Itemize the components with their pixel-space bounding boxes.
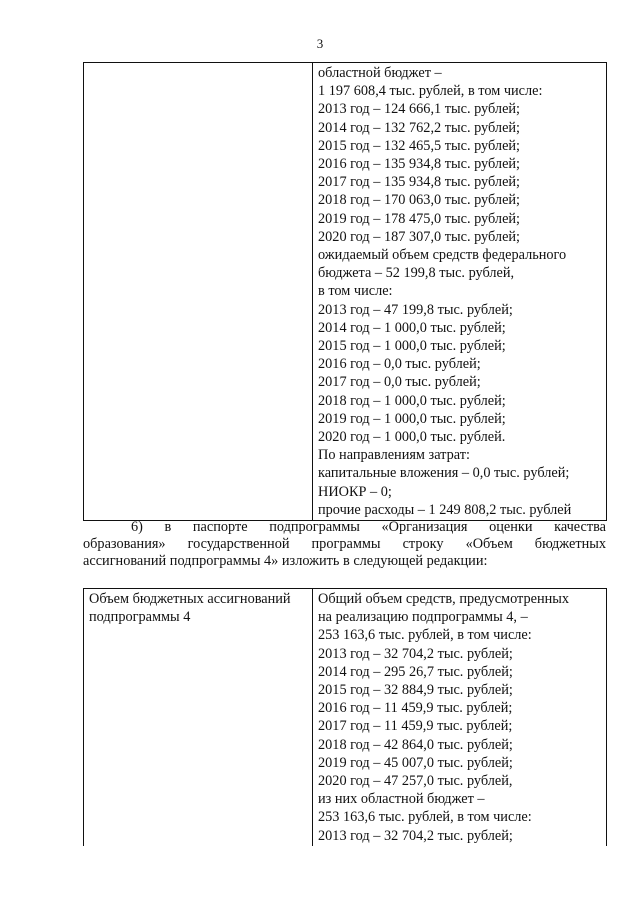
text-line: в том числе: <box>318 283 393 300</box>
text-line: 2016 год – 0,0 тыс. рублей; <box>318 356 481 373</box>
text-line: Объем бюджетных ассигнований <box>89 591 291 607</box>
text-line: 2017 год – 0,0 тыс. рублей; <box>318 374 481 391</box>
text-line: 2017 год – 135 934,8 тыс. рублей; <box>318 174 521 191</box>
text-line: бюджета – 52 199,8 тыс. рублей, <box>318 265 515 282</box>
text-line: 2013 год – 32 704,2 тыс. рублей; <box>318 827 513 844</box>
text-line: Общий объем средств, предусмотренных <box>318 591 570 607</box>
text-line: НИОКР – 0; <box>318 483 392 500</box>
text-line: По направлениям затрат: <box>318 447 470 464</box>
text-line: 2020 год – 47 257,0 тыс. рублей, <box>318 773 513 790</box>
paragraph-line: ассигнований подпрограммы 4» изложить в следующей редакции: <box>83 553 488 569</box>
page-number: 3 <box>316 36 324 51</box>
text-line: из них областной бюджет – <box>318 791 485 808</box>
budget-table-continued <box>83 62 607 521</box>
text-line: 2019 год – 1 000,0 тыс. рублей; <box>318 410 506 427</box>
text-line: 2014 год – 295 26,7 тыс. рублей; <box>318 663 513 680</box>
table-row <box>84 63 607 521</box>
table-cell-value <box>313 589 607 846</box>
text-line: 2015 год – 32 884,9 тыс. рублей; <box>318 682 513 699</box>
text-line: 2013 год – 47 199,8 тыс. рублей; <box>318 301 513 318</box>
table-cell-label <box>84 589 313 846</box>
text-line: 253 163,6 тыс. рублей, в том числе: <box>318 627 532 644</box>
text-line: 2016 год – 11 459,9 тыс. рублей; <box>318 700 513 717</box>
text-line: 2020 год – 1 000,0 тыс. рублей. <box>318 429 506 446</box>
text-line: 2016 год – 135 934,8 тыс. рублей; <box>318 156 521 173</box>
text-line: 2018 год – 170 063,0 тыс. рублей; <box>318 192 521 209</box>
text-line: ожидаемый объем средств федерального <box>318 247 567 264</box>
text-line: подпрограммы 4 <box>89 609 191 626</box>
text-line: 2015 год – 1 000,0 тыс. рублей; <box>318 338 506 355</box>
text-line: 2015 год – 132 465,5 тыс. рублей; <box>318 137 521 154</box>
text-line: 2014 год – 1 000,0 тыс. рублей; <box>318 319 506 336</box>
text-line: 2017 год – 11 459,9 тыс. рублей; <box>318 718 513 735</box>
text-line: 2019 год – 178 475,0 тыс. рублей; <box>318 210 521 227</box>
text-line: 253 163,6 тыс. рублей, в том числе: <box>318 809 532 826</box>
paragraph-line: 6) в паспорте подпрограммы «Организация оценки качества <box>131 519 606 535</box>
budget-table-subprogram-4 <box>83 588 607 846</box>
text-line: 2018 год – 1 000,0 тыс. рублей; <box>318 392 506 409</box>
text-line: 2018 год – 42 864,0 тыс. рублей; <box>318 736 513 753</box>
table-row <box>84 589 607 846</box>
text-line: областной бюджет – <box>318 65 442 81</box>
text-line: 2014 год – 132 762,2 тыс. рублей; <box>318 119 521 136</box>
text-line: на реализацию подпрограммы 4, – <box>318 609 528 626</box>
text-line: 2013 год – 32 704,2 тыс. рублей; <box>318 645 513 662</box>
table-cell-value <box>313 63 607 521</box>
table-cell-label <box>84 63 313 521</box>
amendment-paragraph <box>83 519 606 570</box>
text-line: 2013 год – 124 666,1 тыс. рублей; <box>318 101 521 118</box>
text-line: 2020 год – 187 307,0 тыс. рублей; <box>318 228 521 245</box>
text-line: прочие расходы – 1 249 808,2 тыс. рублей <box>318 501 572 518</box>
text-line: 2019 год – 45 007,0 тыс. рублей; <box>318 754 513 771</box>
paragraph-line: образования» государственной программы строку «Объем бюджетных <box>83 536 606 552</box>
text-line: 1 197 608,4 тыс. рублей, в том числе: <box>318 83 543 100</box>
text-line: капитальные вложения – 0,0 тыс. рублей; <box>318 465 570 482</box>
